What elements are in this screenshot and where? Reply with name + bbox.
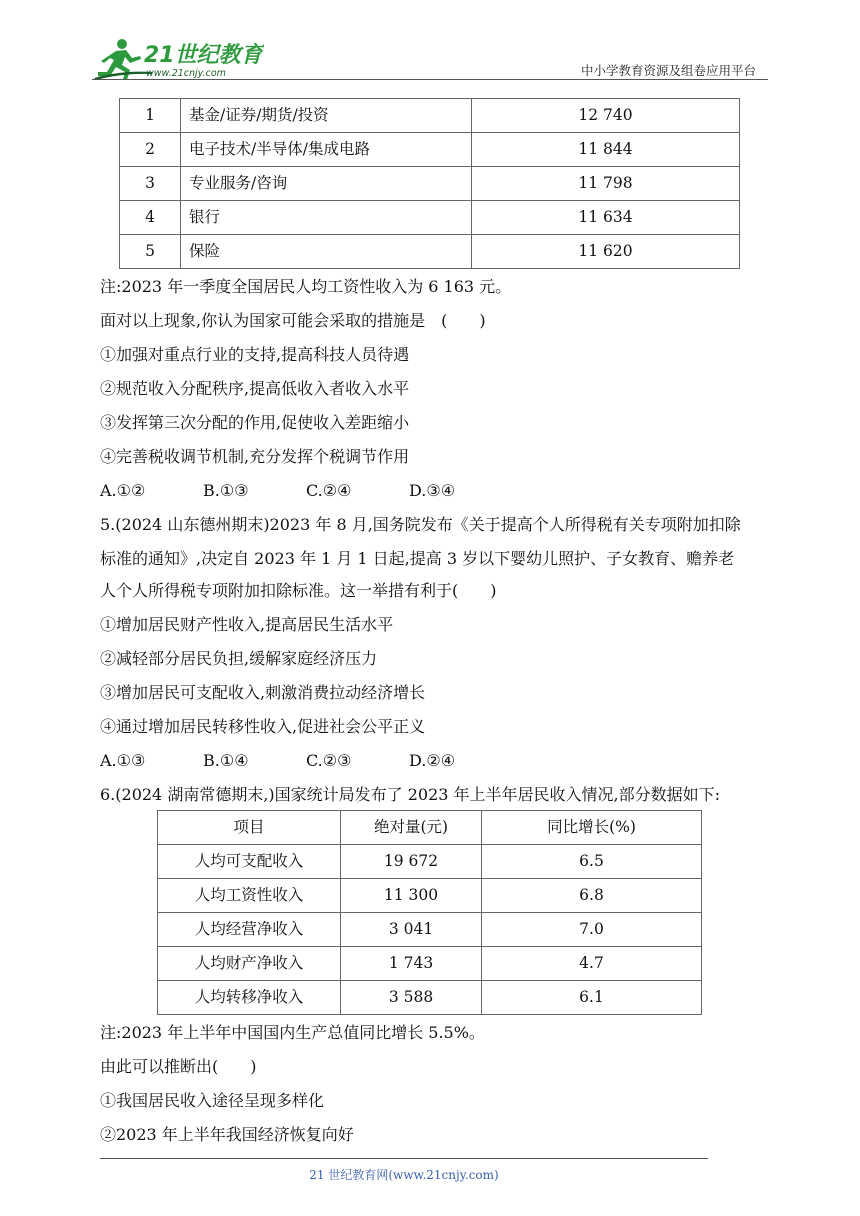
table-row: [120, 167, 740, 201]
table-row: [158, 879, 702, 913]
q5-item-3: ③增加居民可支配收入,刺激消费拉动经济增长: [100, 683, 426, 702]
q5-option-a[interactable]: A.①③: [100, 751, 146, 770]
salary-cell: 11 798: [472, 167, 740, 201]
table-row: [158, 913, 702, 947]
growth-cell: 6.8: [482, 879, 702, 913]
industry-cell: 基金/证券/期货/投资: [181, 99, 472, 133]
absolute-cell: 1 743: [341, 947, 482, 981]
table-row: [120, 235, 740, 269]
item-cell: 人均转移净收入: [158, 981, 341, 1015]
table-row: [158, 947, 702, 981]
q4-item-3: ③发挥第三次分配的作用,促使收入差距缩小: [100, 413, 410, 432]
industry-cell: 保险: [181, 235, 472, 269]
page-header: [0, 0, 860, 90]
q4-item-4: ④完善税收调节机制,充分发挥个税调节作用: [100, 447, 410, 466]
absolute-cell: 11 300: [341, 879, 482, 913]
q6-item-2: ②2023 年上半年我国经济恢复向好: [100, 1125, 354, 1144]
rank-cell: 5: [120, 235, 181, 269]
logo-url-text: www.21cnjy.com: [146, 68, 226, 79]
q5-option-c[interactable]: C.②③: [306, 751, 352, 770]
table-row: [120, 201, 740, 235]
q4-option-c[interactable]: C.②④: [306, 481, 352, 500]
q4-item-2: ②规范收入分配秩序,提高低收入者收入水平: [100, 379, 410, 398]
q5-item-2: ②减轻部分居民负担,缓解家庭经济压力: [100, 649, 378, 668]
platform-label: 中小学教育资源及组卷应用平台: [580, 63, 756, 78]
header-divider: [92, 79, 768, 80]
growth-cell: 7.0: [482, 913, 702, 947]
q4-option-d[interactable]: D.③④: [409, 481, 456, 500]
absolute-cell: 3 588: [341, 981, 482, 1015]
q4-note: 注:2023 年一季度全国居民人均工资性收入为 6 163 元。: [100, 277, 512, 296]
table-header-row: [158, 811, 702, 845]
income-stats-table: [157, 810, 702, 1015]
rank-cell: 1: [120, 99, 181, 133]
q5-line-2: 标准的通知》,决定自 2023 年 1 月 1 日起,提高 3 岁以下婴幼儿照护、子女教育、赡养老: [100, 549, 735, 568]
item-cell: 人均工资性收入: [158, 879, 341, 913]
q5-line-1: 5.(2024 山东德州期末)2023 年 8 月,国务院发布《关于提高个人所得税有关专项附加扣除: [100, 515, 741, 534]
q6-item-1: ①我国居民收入途径呈现多样化: [100, 1091, 325, 1110]
q4-option-a[interactable]: A.①②: [100, 481, 146, 500]
q5-options: [100, 751, 455, 771]
site-logo: [92, 36, 264, 82]
item-cell: 人均经营净收入: [158, 913, 341, 947]
rank-cell: 4: [120, 201, 181, 235]
item-cell: 人均财产净收入: [158, 947, 341, 981]
rank-cell: 3: [120, 167, 181, 201]
growth-cell: 6.1: [482, 981, 702, 1015]
q6-note: 注:2023 年上半年中国国内生产总值同比增长 5.5%。: [100, 1023, 485, 1042]
salary-cell: 11 634: [472, 201, 740, 235]
salary-cell: 11 844: [472, 133, 740, 167]
growth-cell: 4.7: [482, 947, 702, 981]
footer-divider: [100, 1158, 708, 1159]
q5-item-4: ④通过增加居民转移性收入,促进社会公平正义: [100, 717, 426, 736]
industry-cell: 电子技术/半导体/集成电路: [181, 133, 472, 167]
q6-prompt: 由此可以推断出( ): [100, 1057, 257, 1076]
q4-stem: 面对以上现象,你认为国家可能会采取的措施是 ( ): [100, 311, 486, 330]
logo-text: 21世纪教育: [144, 43, 263, 68]
item-cell: 人均可支配收入: [158, 845, 341, 879]
q5-option-d[interactable]: D.②④: [409, 751, 456, 770]
q5-line-3: 人个人所得税专项附加扣除标准。这一举措有利于( ): [100, 581, 497, 600]
table-row: [158, 981, 702, 1015]
table-row: [158, 845, 702, 879]
salary-cell: 12 740: [472, 99, 740, 133]
growth-cell: 6.5: [482, 845, 702, 879]
salary-cell: 11 620: [472, 235, 740, 269]
q4-option-b[interactable]: B.①③: [203, 481, 249, 500]
header-absolute: 绝对量(元): [341, 811, 482, 845]
industry-cell: 专业服务/咨询: [181, 167, 472, 201]
q6-stem: 6.(2024 湖南常德期末,)国家统计局发布了 2023 年上半年居民收入情况,部分数据如下:: [100, 785, 721, 804]
q4-item-1: ①加强对重点行业的支持,提高科技人员待遇: [100, 345, 410, 364]
header-yoy-growth: 同比增长(%): [482, 811, 702, 845]
industry-salary-table: [119, 98, 740, 269]
q5-item-1: ①增加居民财产性收入,提高居民生活水平: [100, 615, 394, 634]
industry-cell: 银行: [181, 201, 472, 235]
header-item: 项目: [158, 811, 341, 845]
q4-options: [100, 481, 455, 501]
table-row: [120, 99, 740, 133]
absolute-cell: 3 041: [341, 913, 482, 947]
q5-option-b[interactable]: B.①④: [203, 751, 249, 770]
rank-cell: 2: [120, 133, 181, 167]
absolute-cell: 19 672: [341, 845, 482, 879]
table-row: [120, 133, 740, 167]
footer-link[interactable]: 21 世纪教育网(www.21cnjy.com): [309, 1168, 499, 1182]
